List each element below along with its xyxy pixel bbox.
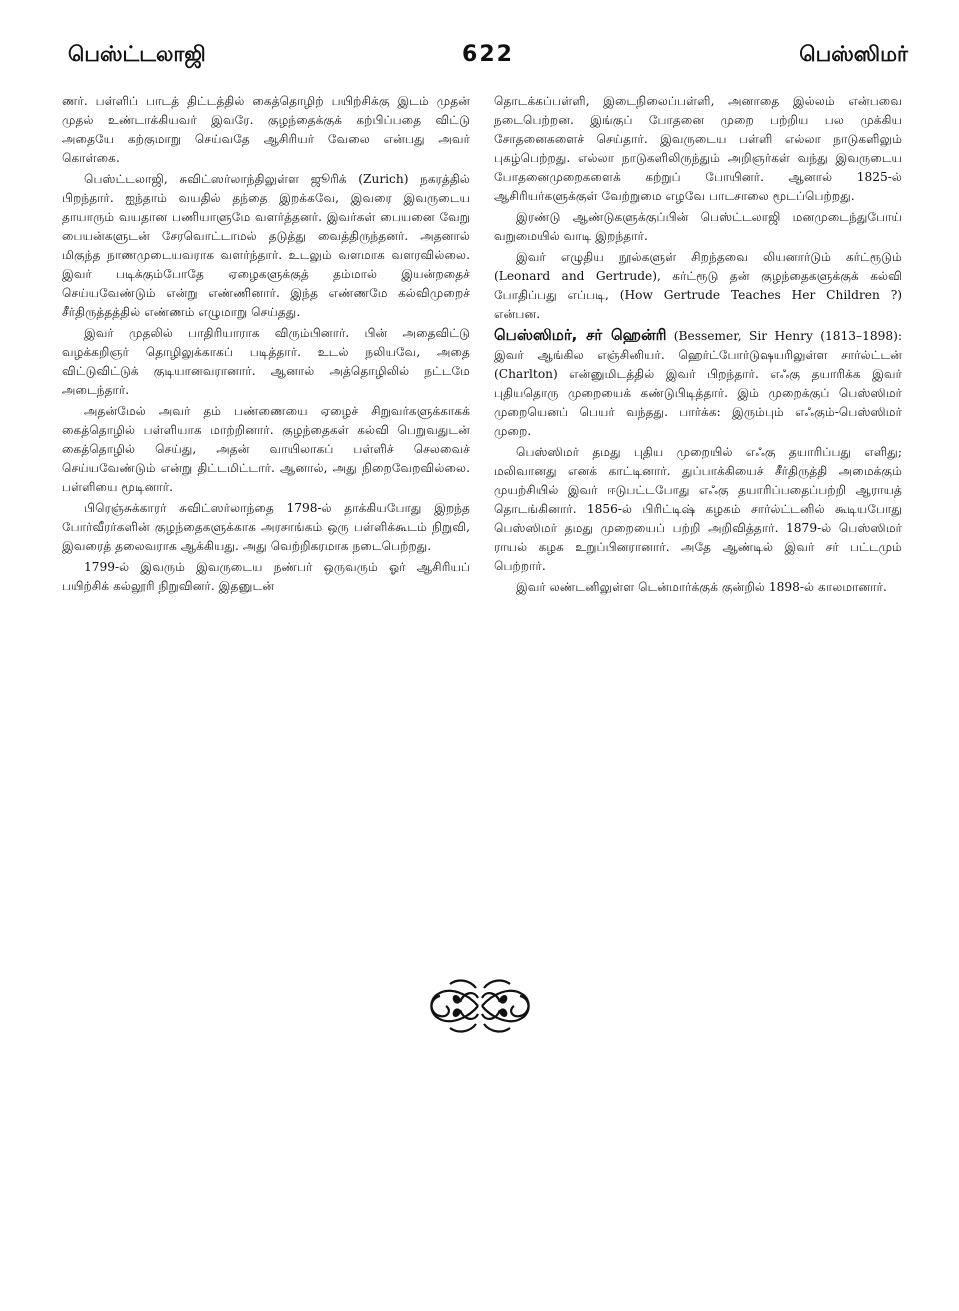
paragraph: இவர் முதலில் பாதிரியாராக விரும்பினார். பின் அதைவிட்டு வழக்கறிஞர் தொழிலுக்காகப் படித்தார். உடல் நலியவே, அதை விட்டுவிட்டுக் குடியானவரானார். ஆனால் அத்தொழிலில் நட்டமே அடைந்தார். xyxy=(62,326,470,397)
entry-title: பெஸ்ஸிமர், சர் ஹென்ரி xyxy=(494,326,667,344)
entry-text: (Bessemer, Sir Henry (1813–1898): இவர் ஆங்கில எஞ்சினியர். ஹெர்ட்போர்டுஷயரிலுள்ள சார்ல்ட்டன் (Charlton) என்னுமிடத்தில் இவர் பிறந்தார். எஃகு தயாரிக்க இவர் புதியதொரு முறையைக் கண்டுபிடித்தார். இம் முறைக்குப் பெஸ்ஸிமர் முறையெனப் பெயர் வந்தது. பார்க்க: இரும்பும் எஃகும்-பெஸ்ஸிமர் முறை. xyxy=(494,329,902,438)
paragraph: தொடக்கப்பள்ளி, இடைநிலைப்பள்ளி, அனாதை இல்லம் என்பவை நடைபெற்றன. இங்குப் போதனை முறை பற்றிய பல முக்கிய சோதனைகளைச் செய்தார். இவருடைய பள்ளி எல்லா நாடுகளிலும் புகழ்பெற்றது. எல்லா நாடுகளிலிருந்தும் அறிஞர்கள் வந்து இவருடைய போதனைமுறைகளைக் கற்றுப் போயினர். ஆனால் 1825-ல் ஆசிரியர்களுக்குள் வேற்றுமை எழவே பாடசாலை மூடப்பெற்றது. xyxy=(494,94,902,203)
running-head-left: பெஸ்ட்டலாஜி xyxy=(68,42,206,66)
paragraph: இவர் எழுதிய நூல்களுள் சிறந்தவை லியனார்டும் கர்ட்ரூடும் (Leonard and Gertrude), கர்ட்ரூடு தன் குழந்தைகளுக்குக் கல்வி போதிப்பது எப்படி, (How Gertrude Teaches Her Children ?) என்பன. xyxy=(494,250,902,321)
paragraph: பிரெஞ்சுக்காரர் சுவிட்ஸர்லாந்தை 1798-ல் தாக்கியபோது இறந்த போர்வீரர்களின் குழந்தைகளுக்காக அரசாங்கம் ஒரு பள்ளிக்கூடம் நிறுவி, இவரைத் தலைவராக ஆக்கியது. அது வெற்றிகரமாக நடைபெற்றது. xyxy=(62,501,470,553)
paragraph: இரண்டு ஆண்டுகளுக்குப்பின் பெஸ்ட்டலாஜி மனமுடைந்துபோய் வறுமையில் வாடி இறந்தார். xyxy=(494,210,902,243)
paragraph: 1799-ல் இவரும் இவருடைய நண்பர் ஒருவரும் ஓர் ஆசிரியப் பயிற்சிக் கல்லூரி நிறுவினர். இதனுடன் xyxy=(62,560,470,593)
left-column xyxy=(62,92,470,598)
page-number: 622 xyxy=(462,42,514,67)
paragraph: ணர். பள்ளிப் பாடத் திட்டத்தில் கைத்தொழிற் பயிற்சிக்கு இடம் முதன் முதல் உண்டாக்கியவர் இவரே. குழந்தைக்குக் கற்பிப்பதை விட்டு அதையே கற்குமாறு செய்வதே ஆசிரியர் வேலை என்பது அவர் கொள்கை. xyxy=(62,94,470,165)
entry-bessemer xyxy=(494,326,902,441)
paragraph: பெஸ்ஸிமர் தமது புதிய முறையில் எஃகு தயாரிப்பது எளிது; மலிவானது எனக் காட்டினார். துப்பாக்கியைச் சீர்திருத்தி அமைக்கும் முயற்சியில் இவர் ஈடுபட்டபோது எஃகு தயாரிப்பதைப்பற்றி ஆராயத் தொடங்கினார். 1856-ல் பிரிட்டிஷ் கழகம் சார்ல்ட்டனில் கூடியபோது பெஸ்ஸிமர் தமது முறையைப் பற்றி அறிவித்தார். 1879-ல் பெஸ்ஸிமர் ராயல் கழக உறுப்பினரானார். அதே ஆண்டில் இவர் சர் பட்டமும் பெற்றார். xyxy=(494,445,902,573)
page-header xyxy=(68,42,908,82)
paragraph: பெஸ்ட்டலாஜி, சுவிட்ஸர்லாந்திலுள்ள ஜூரிக் (Zurich) நகரத்தில் பிறந்தார். ஐந்தாம் வயதில் தந்தை இறக்கவே, இவரை இவருடைய தாயாரும் வயதான பணியாளுமே வளர்த்தனர். இவர்கள் பையனை வேறு பையன்களுடன் சேரவொட்டாமல் தடுத்து வைத்திருந்தனர். அதனால் மிகுந்த நாணமுடையவராக வளர்ந்தார். உடலும் வளமாக வளரவில்லை. இவர் படிக்கும்போதே ஏழைகளுக்குத் தம்மால் இயன்றதைச் செய்யவேண்டும் என்று எண்ணினார். இந்த எண்ணமே கல்விமுறைச் சீர்திருத்தத்தில் எண்ணம் எழுமாறு செய்தது. xyxy=(62,172,470,319)
paragraph: இவர் லண்டனிலுள்ள டென்மார்க்குக் குன்றில் 1898-ல் காலமானார். xyxy=(516,580,887,594)
scroll-ornament-icon xyxy=(420,972,540,1040)
right-column xyxy=(494,92,902,599)
running-head-right: பெஸ்ஸிமர் xyxy=(799,42,908,66)
paragraph: அதன்மேல் அவர் தம் பண்ணையை ஏழைச் சிறுவர்களுக்காகக் கைத்தொழில் பள்ளியாக மாற்றினார். குழந்தைகள் கல்வி பெறுவதுடன் கைத்தொழில் செய்து, அதன் வாயிலாகப் பள்ளிச் செலவைச் செய்யவேண்டும் என்று திட்டமிட்டார். ஆனால், அது நிறைவேறவில்லை. பள்ளியை மூடினார். xyxy=(62,404,470,494)
